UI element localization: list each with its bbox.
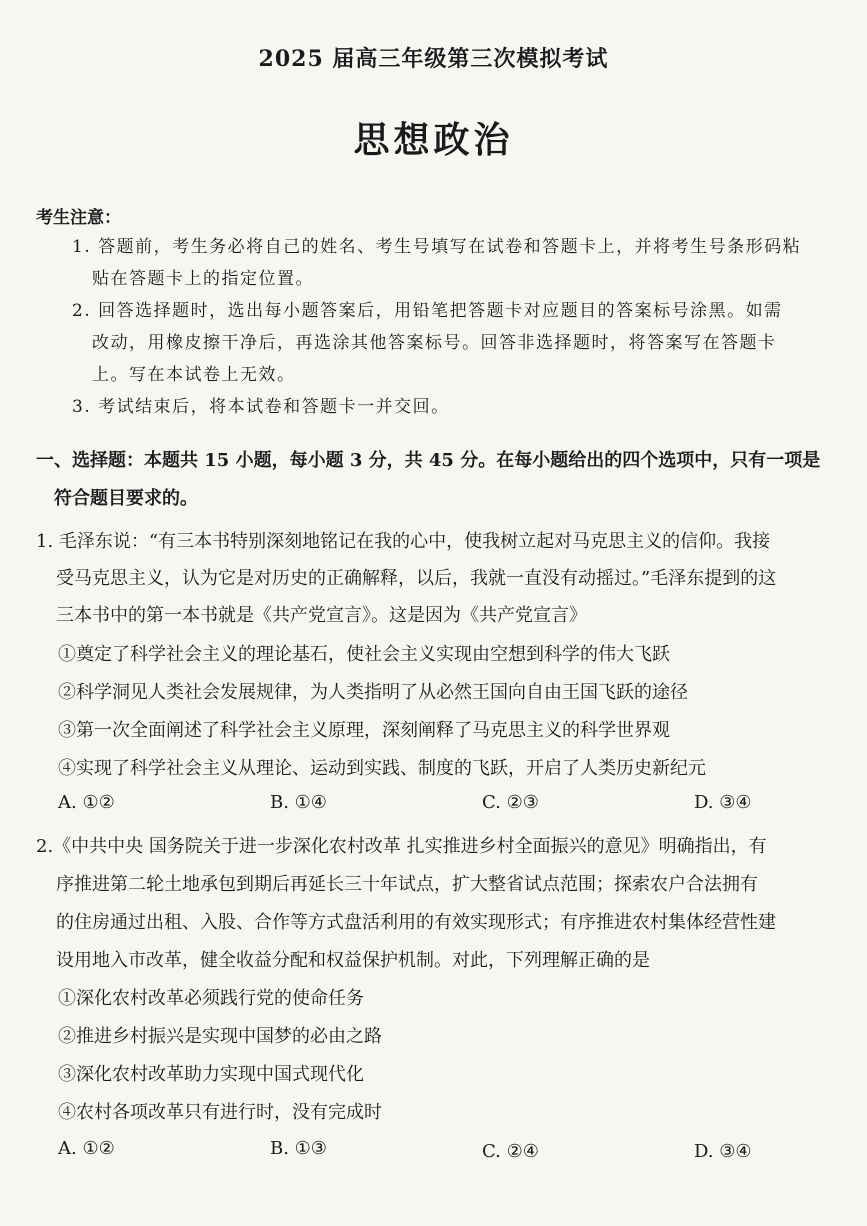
option-statement: ②科学洞见人类社会发展规律，为人类指明了从必然王国向自由王国飞跃的途径 — [58, 682, 688, 703]
question-stem-line: 的住房通过出租、入股、合作等方式盘活利用的有效实现形式；有序推进农村集体经营性建 — [56, 912, 776, 933]
question-stem-line: 序推进第二轮土地承包到期后再延长三十年试点，扩大整省试点范围；探索农户合法拥有 — [56, 874, 758, 895]
answer-choice-b[interactable]: B. ①③ — [270, 1138, 327, 1159]
option-statement: ③第一次全面阐述了科学社会主义原理，深刻阐释了马克思主义的科学世界观 — [58, 720, 670, 741]
answer-choice-a[interactable]: A. ①② — [58, 792, 115, 813]
question-stem-line: 设用地入市改革，健全收益分配和权益保护机制。对此，下列理解正确的是 — [56, 950, 650, 971]
notice-line: 1. 答题前，考生务必将自己的姓名、考生号填写在试卷和答题卡上，并将考生号条形码粘 — [72, 237, 802, 257]
section-heading-cont: 符合题目要求的。 — [54, 488, 198, 509]
option-statement: ①奠定了科学社会主义的理论基石，使社会主义实现由空想到科学的伟大飞跃 — [58, 644, 670, 665]
question-stem-line: 受马克思主义，认为它是对历史的正确解释，以后，我就一直没有动摇过。”毛泽东提到的这 — [56, 568, 777, 589]
section-heading: 一、选择题：本题共 15 小题，每小题 3 分，共 45 分。在每小题给出的四个选项中，只有一项是 — [36, 450, 821, 471]
answer-choice-d[interactable]: D. ③④ — [694, 792, 752, 813]
option-statement: ①深化农村改革必须践行党的使命任务 — [58, 988, 364, 1009]
option-statement: ④实现了科学社会主义从理论、运动到实践、制度的飞跃，开启了人类历史新纪元 — [58, 758, 706, 779]
answer-choice-a[interactable]: A. ①② — [58, 1138, 115, 1159]
option-statement: ②推进乡村振兴是实现中国梦的必由之路 — [58, 1026, 382, 1047]
question-stem-line: 三本书中的第一本书就是《共产党宣言》。这是因为《共产党宣言》 — [56, 605, 587, 626]
notice-line: 上。写在本试卷上无效。 — [92, 365, 296, 385]
question-stem-line: 1. 毛泽东说：“有三本书特别深刻地铭记在我的心中，使我树立起对马克思主义的信仰。我接 — [36, 531, 771, 552]
notice-heading: 考生注意： — [36, 208, 121, 228]
answer-choice-d[interactable]: D. ③④ — [694, 1141, 752, 1162]
option-statement: ④农村各项改革只有进行时，没有完成时 — [58, 1102, 382, 1123]
notice-line: 3. 考试结束后，将本试卷和答题卡一并交回。 — [72, 397, 450, 417]
exam-title: 2025 届高三年级第三次模拟考试 — [258, 46, 609, 72]
subject-title: 思想政治 — [353, 119, 514, 161]
notice-line: 2. 回答选择题时，选出每小题答案后，用铅笔把答题卡对应题目的答案标号涂黑。如需 — [72, 301, 783, 321]
option-statement: ③深化农村改革助力实现中国式现代化 — [58, 1064, 364, 1085]
notice-line: 改动，用橡皮擦干净后，再选涂其他答案标号。回答非选择题时，将答案写在答题卡 — [92, 333, 777, 353]
notice-line: 贴在答题卡上的指定位置。 — [92, 269, 314, 289]
answer-choice-b[interactable]: B. ①④ — [270, 792, 327, 813]
answer-choice-c[interactable]: C. ②④ — [482, 1141, 539, 1162]
answer-choice-c[interactable]: C. ②③ — [482, 792, 539, 813]
question-stem-line: 2.《中共中央 国务院关于进一步深化农村改革 扎实推进乡村全面振兴的意见》明确指出，有 — [36, 836, 767, 857]
